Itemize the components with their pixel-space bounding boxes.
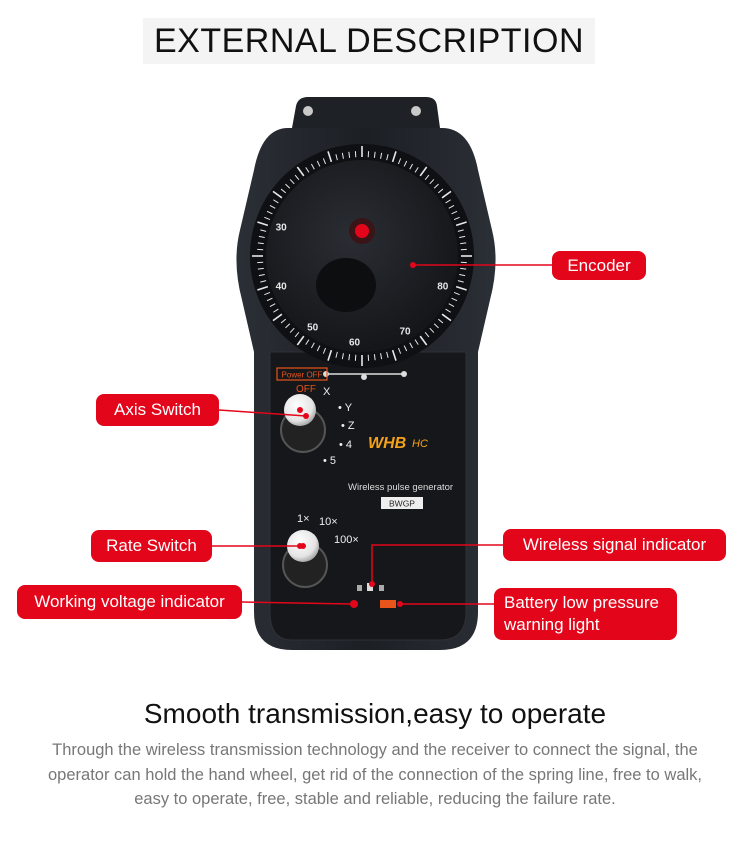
finger-crank: [316, 258, 376, 312]
dial-label: 60: [348, 337, 361, 349]
power-off-badge-text: Power OFF: [281, 370, 323, 380]
battery-callout-line2: warning light: [504, 615, 600, 634]
page-title: EXTERNAL DESCRIPTION: [143, 18, 595, 64]
battery-indicator-icon: [380, 600, 396, 608]
dial-label: 50: [307, 322, 319, 334]
dial-label: 70: [399, 326, 411, 338]
callout-encoder: Encoder: [552, 251, 646, 280]
brand-sub: HC: [412, 438, 428, 450]
axis-position-label: • Z: [341, 420, 355, 432]
product-line: Wireless pulse generator: [348, 482, 454, 493]
axis-position-label: X: [323, 386, 331, 398]
axis-position-label: • 4: [339, 439, 353, 451]
callout-rate-switch: Rate Switch: [91, 530, 212, 562]
axis-position-label: • Y: [338, 402, 353, 414]
section-description: Through the wireless transmission technology and the receiver to connect the signal, the operator can hold the hand wheel, get rid of the connection of the spring line, free to walk, easy to operate, free, stable and reliable, reducing the failure rate.: [48, 741, 702, 808]
tab-screw-left: [303, 106, 313, 116]
callout-wireless-signal: Wireless signal indicator: [503, 529, 726, 561]
off-label: OFF: [296, 384, 316, 395]
dial-label: 30: [275, 222, 287, 234]
brand-logo: WHB: [368, 435, 407, 452]
rate-position-label: 100×: [334, 534, 359, 546]
dial-label: 80: [437, 281, 449, 293]
dial-label: 40: [275, 281, 287, 293]
tab-screw-right: [411, 106, 421, 116]
rate-position-label: 10×: [319, 516, 338, 528]
section-subtitle: Smooth transmission,easy to operate: [143, 698, 607, 729]
callout-working-voltage: Working voltage indicator: [17, 585, 242, 619]
model-label: BWGP: [389, 498, 415, 509]
rate-position-label: 1×: [297, 513, 310, 525]
callout-axis-switch: Axis Switch: [96, 394, 219, 426]
axis-position-label: • 5: [323, 455, 337, 467]
encoder-dial: [266, 160, 458, 352]
callout-battery-warning: [494, 588, 677, 640]
battery-callout-line1: Battery low pressure: [504, 593, 659, 612]
signal-indicator-icon: [357, 585, 362, 591]
